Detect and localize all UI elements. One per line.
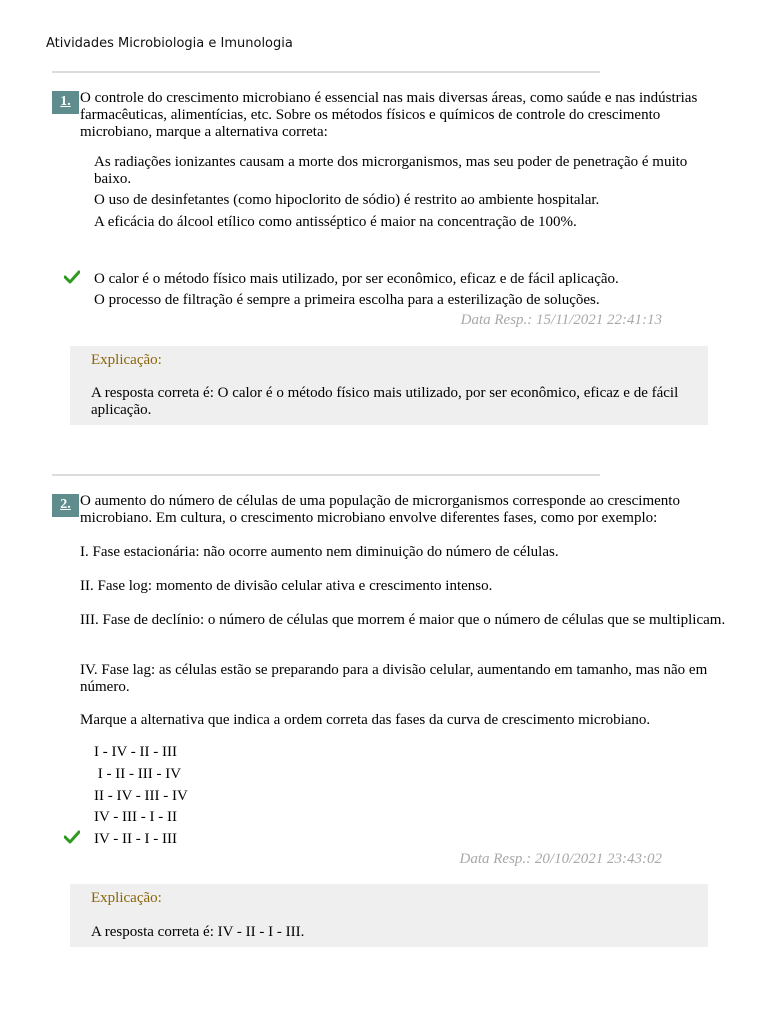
answer-timestamp: Data Resp.: 20/10/2021 23:43:02 — [459, 851, 662, 867]
question-text: O aumento do número de células de uma população de microrganismos corresponde ao crescimento microbiano. Em cultura, o crescimento microbiano envolve diferentes fases, como por exemplo: — [80, 493, 680, 526]
answer-option[interactable]: O uso de desinfetantes (como hipoclorito de sódio) é restrito ao ambiente hospitalar. — [94, 192, 600, 208]
answer-timestamp: Data Resp.: 15/11/2021 22:41:13 — [460, 312, 662, 328]
explanation-text: A resposta correta é: IV - II - I - III. — [91, 924, 305, 940]
explanation-box — [70, 346, 708, 425]
explanation-text: A resposta correta é: O calor é o método físico mais utilizado, por ser econômico, eficaz e de fácil aplicação. — [91, 385, 679, 418]
answer-option-correct[interactable]: IV - II - I - III — [94, 831, 178, 847]
question-number-badge: 1. — [52, 91, 79, 114]
question-text: O controle do crescimento microbiano é essencial nas mais diversas áreas, como saúde e nas indústrias farmacêuticas, alimentícias, etc. Sobre os métodos físicos e químicos de controle do crescimento microbiano, marque a alternativa correta: — [80, 90, 698, 140]
question-prompt: Marque a alternativa que indica a ordem correta das fases da curva de crescimento microbiano. — [80, 712, 651, 728]
explanation-title: Explicação: — [91, 890, 162, 906]
question-number-badge: 2. — [52, 494, 79, 517]
answer-option[interactable]: I - IV - II - III — [94, 744, 178, 760]
answer-option[interactable]: O processo de filtração é sempre a primeira escolha para a esterilização de soluções. — [94, 292, 600, 308]
answer-option[interactable]: IV - III - I - II — [94, 809, 178, 825]
explanation-box — [70, 884, 708, 947]
page-header-title: Atividades Microbiologia e Imunologia — [46, 36, 293, 51]
answer-option-correct[interactable]: O calor é o método físico mais utilizado, por ser econômico, eficaz e de fácil aplicação. — [94, 271, 619, 287]
statement: III. Fase de declínio: o número de células que morrem é maior que o número de células que se multiplicam. — [80, 612, 726, 628]
statement: II. Fase log: momento de divisão celular ativa e crescimento intenso. — [80, 578, 493, 594]
answer-option[interactable]: II - IV - III - IV — [94, 788, 188, 804]
answer-option[interactable]: As radiações ionizantes causam a morte dos microrganismos, mas seu poder de penetração é muito baixo. — [94, 154, 688, 187]
answer-option[interactable]: A eficácia do álcool etílico como antisséptico é maior na concentração de 100%. — [94, 214, 577, 230]
explanation-title: Explicação: — [91, 352, 162, 368]
check-icon — [64, 270, 80, 284]
check-icon — [64, 830, 80, 844]
divider — [52, 71, 600, 73]
statement: IV. Fase lag: as células estão se preparando para a divisão celular, aumentando em tamanho, mas não em número. — [80, 662, 708, 695]
answer-option[interactable]: I - II - III - IV — [94, 766, 182, 782]
divider — [52, 474, 600, 476]
statement: I. Fase estacionária: não ocorre aumento nem diminuição do número de células. — [80, 544, 559, 560]
